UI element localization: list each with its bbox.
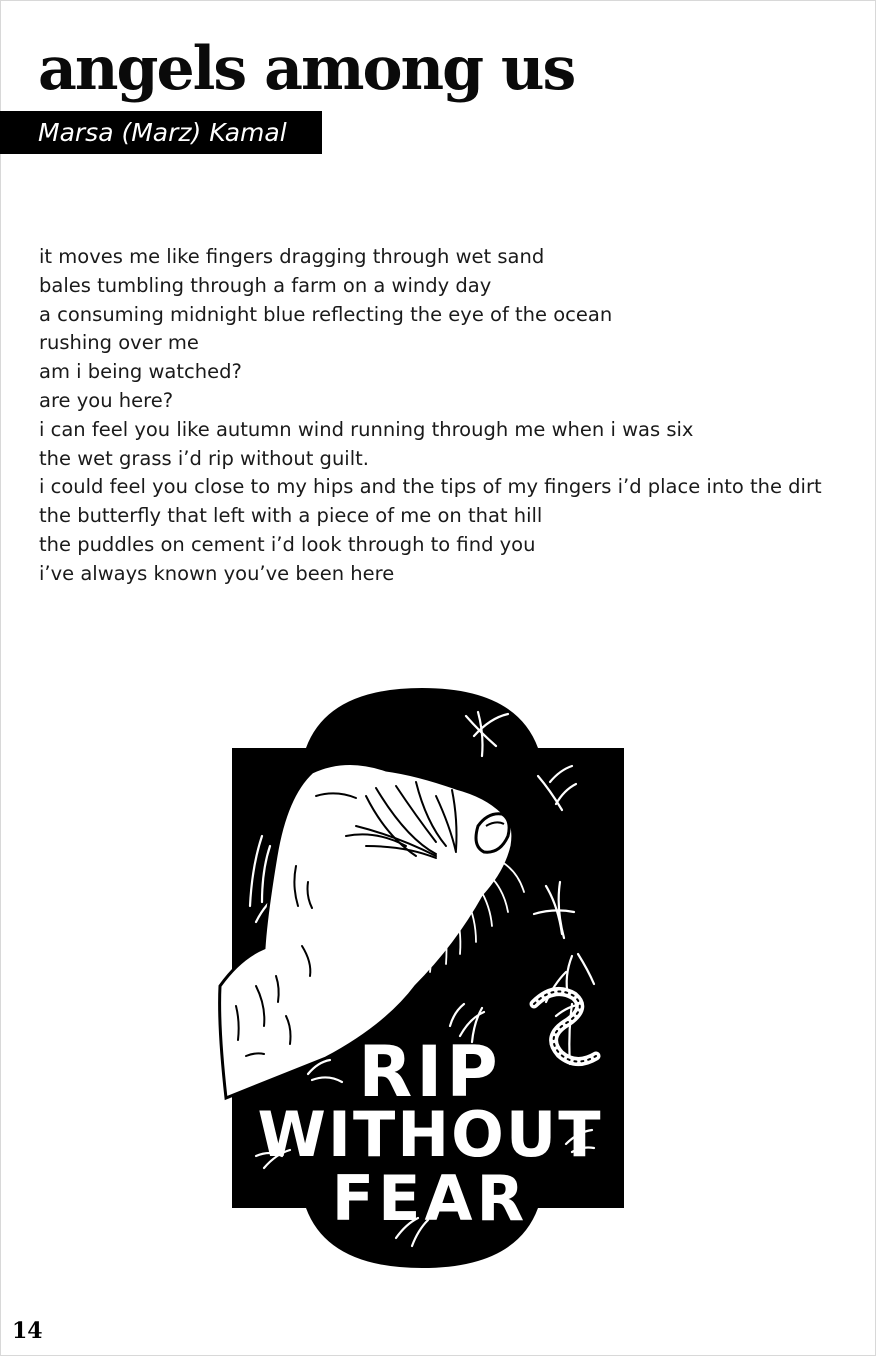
lettering-rip: RIP: [358, 1031, 502, 1113]
author-name: Marsa (Marz) Kamal: [38, 118, 287, 147]
lettering-fear: FEAR: [331, 1162, 529, 1235]
poem-line: a consuming midnight blue reflecting the eye of the ocean: [39, 302, 613, 326]
poem-line: am i being watched?: [39, 360, 242, 384]
author-banner: [0, 111, 322, 154]
poem-line: rushing over me: [39, 331, 199, 355]
poem-line: the wet grass i’d rip without guilt.: [39, 446, 369, 470]
poem-line: are you here?: [39, 388, 174, 412]
poem-line: the butterfly that left with a piece of me on that hill: [39, 504, 543, 528]
lettering-without: WITHOUT: [257, 1098, 603, 1171]
poem-line: it moves me like fingers dragging through wet sand: [39, 245, 545, 268]
poem-line: bales tumbling through a farm on a windy day: [39, 273, 492, 297]
poem-line: the puddles on cement i’d look through to find you: [39, 532, 536, 556]
poem-body: [39, 243, 829, 589]
hand-grass-illustration: [216, 686, 628, 1270]
poem-line: i can feel you like autumn wind running through me when i was six: [39, 417, 694, 441]
poem-line: i could feel you close to my hips and the tips of my fingers i’d place into the dirt: [39, 475, 822, 499]
page-number: 14: [12, 1318, 43, 1344]
poem-line: i’ve always known you’ve been here: [39, 561, 395, 585]
page-title: angels among us: [38, 34, 575, 104]
